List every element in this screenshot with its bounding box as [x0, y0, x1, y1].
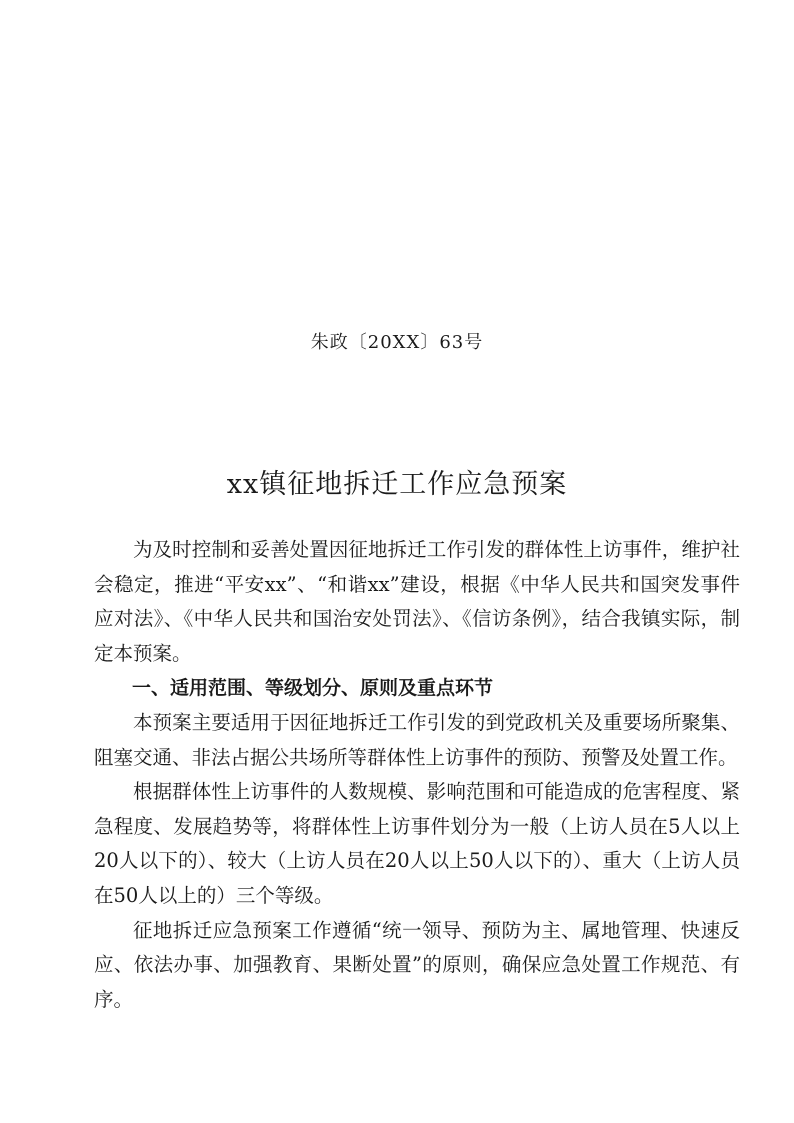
- paragraph-intro: 为及时控制和妥善处置因征地拆迁工作引发的群体性上访事件，维护社会稳定，推进“平安xx”、“和谐xx”建设，根据《中华人民共和国突发事件应对法》、《中华人民共和国治安处罚法》、《信访条例》，结合我镇实际，制定本预案。: [94, 538, 740, 665]
- paragraph-levels: 根据群体性上访事件的人数规模、影响范围和可能造成的危害程度、紧急程度、发展趋势等，将群体性上访事件划分为一般（上访人员在5人以上20人以下的）、较大（上访人员在20人以上50人以下的）、重大（上访人员在50人以上的）三个等级。: [94, 780, 740, 907]
- document-number: 朱政〔20XX〕63号: [310, 332, 484, 353]
- document-body: [94, 533, 740, 1017]
- paragraph-principles: 征地拆迁应急预案工作遵循“统一领导、预防为主、属地管理、快速反应、依法办事、加强教育、果断处置”的原则，确保应急处置工作规范、有序。: [94, 918, 740, 1011]
- document-title: xx镇征地拆迁工作应急预案: [226, 469, 568, 500]
- paragraph-scope: 本预案主要适用于因征地拆迁工作引发的到党政机关及重要场所聚集、阻塞交通、非法占据公共场所等群体性上访事件的预防、预警及处置工作。: [94, 710, 740, 769]
- section-heading-1: 一、适用范围、等级划分、原则及重点环节: [132, 677, 494, 700]
